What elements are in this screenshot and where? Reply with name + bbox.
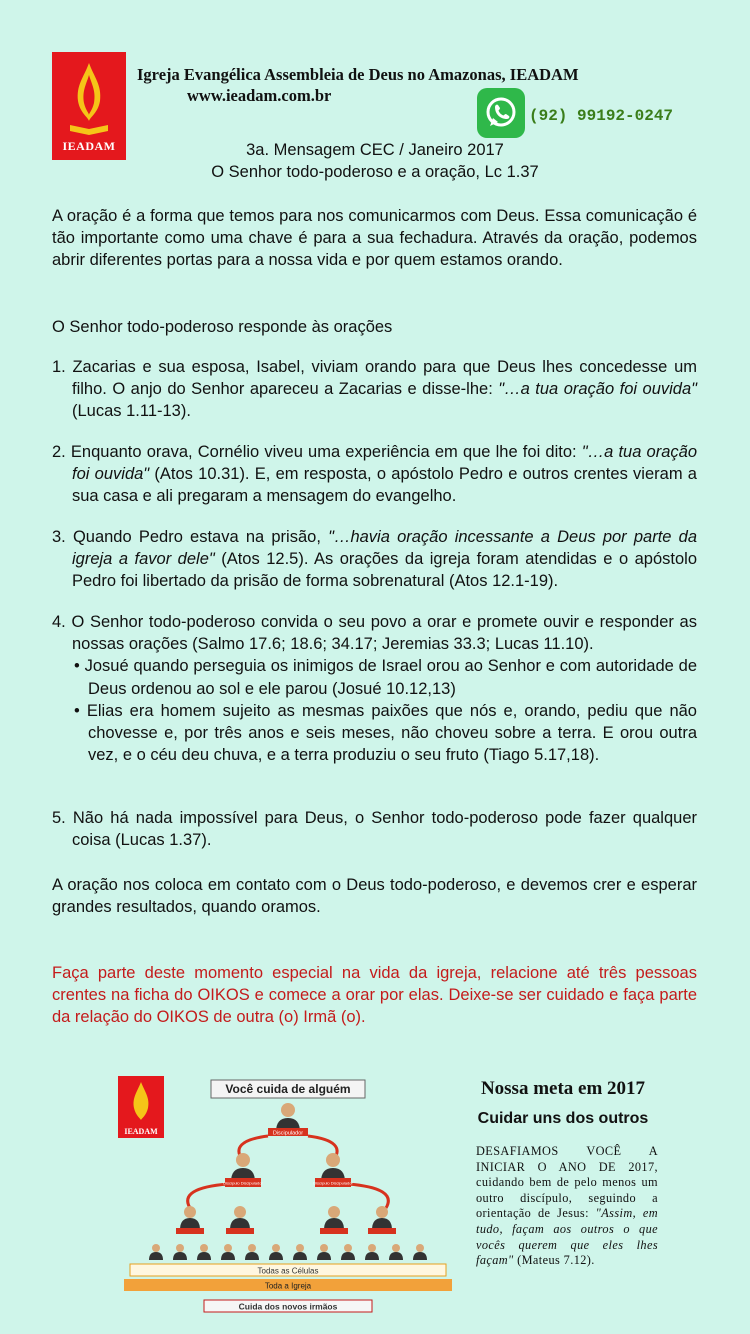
bar-all-cells-label: Todas as Células [257, 1266, 319, 1276]
list-item-3 [52, 526, 697, 593]
label-level2-left: Discípulo Discipulador [223, 1180, 263, 1186]
bar-whole-church-label: Toda a Igreja [264, 1281, 312, 1291]
item-3-ref: (Atos 12.5). As orações da igreja foram atendidas e o apóstolo Pedro foi libertado da prisão de forma sobrenatural (Atos 12.1-19). [72, 550, 697, 591]
flame-bible-icon [62, 59, 116, 139]
section-heading-text: O Senhor todo-poderoso responde às orações [52, 318, 393, 336]
intro-text: A oração é a forma que temos para nos comunicarmos com Deus. Essa comunicação é tão importante como uma chave é para a sua fechadura. Através da oração, podemos abrir diferentes portas para a nossa vida e por quem estamos orando. [52, 207, 697, 270]
goal-text [476, 1144, 658, 1269]
phone-number[interactable]: (92) 99192-0247 [529, 107, 674, 125]
goal-title: Nossa meta em 2017 [480, 1078, 646, 1099]
person-level2-left [223, 1153, 263, 1187]
diagram-logo-text: IEADAM [124, 1127, 158, 1136]
conclusion-paragraph [52, 874, 697, 918]
label-discipulador: Discipulador [272, 1130, 304, 1137]
item-4-text: 4. O Senhor todo-poderoso convida o seu povo a orar e promete ouvir e responder as nossas orações (Salmo 17.6; 18.6; 34.17; Jeremias 33.3; Lucas 11.10). [52, 613, 697, 654]
intro-paragraph [52, 205, 697, 272]
item-2-text: 2. Enquanto orava, Cornélio viveu uma experiência em que lhe foi dito: [52, 443, 582, 461]
logo-text: IEADAM [62, 139, 116, 153]
goal-subtitle: Cuidar uns dos outros [477, 1110, 649, 1127]
call-to-action [52, 962, 697, 1029]
item-1-quote: "…a tua oração foi ouvida" [498, 380, 698, 399]
bullet-joshua: • Josué quando perseguia os inimigos de Israel orou ao Senhor e com autoridade de Deus ordenou ao sol e ele parou (Josué 10.12,13) [74, 657, 697, 698]
item-2-ref: (Atos 10.31). E, em resposta, o apóstolo Pedro e outros crentes vieram a sua casa e ali pregaram a mensagem do evangelho. [72, 465, 697, 506]
person-discipulador [268, 1103, 308, 1137]
level3-people [176, 1206, 396, 1234]
goal-ref: (Mateus 7.12). [513, 1253, 595, 1268]
goal-quote: "Assim, em tudo, façam aos outros o que vocês querem que eles lhes façam" [476, 1206, 658, 1268]
item-1-text: 1. Zacarias e sua esposa, Isabel, viviam orando para que Deus lhes concedesse um filho. O anjo do Senhor apareceu a Zacarias e disse-lhe: [52, 358, 697, 399]
item-1-ref: (Lucas 1.11-13). [72, 402, 191, 421]
website-link[interactable]: www.ieadam.com.br [187, 86, 332, 105]
diagram-title: Você cuida de alguém [225, 1082, 351, 1096]
whatsapp-icon[interactable] [477, 88, 525, 138]
call-to-action-text: Faça parte deste momento especial na vida da igreja, relacione até três pessoas crentes na ficha do OIKOS e comece a orar por elas. Deixe-se ser cuidado e faça parte da relação do OIKOS de outra (o) Irmã (o). [52, 964, 697, 1027]
list-item-4 [52, 611, 697, 766]
person-level2-right [313, 1153, 353, 1187]
label-level2-right: Discípulo Discipulador [313, 1180, 353, 1186]
conclusion-text: A oração nos coloca em contato com o Deus todo-poderoso, e devemos crer e esperar grandes resultados, quando oramos. [52, 876, 697, 917]
diagram-graphic [118, 1076, 458, 1316]
bullet-elias: • Elias era homem sujeito as mesmas paixões que nós e, orando, pediu que não chovesse e, por três anos e seis meses, não choveu sobre a terra. E orou outra vez, e o céu deu chuva, e a terra produziu o seu fruto (Tiago 5.17,18). [74, 701, 697, 765]
section-heading [52, 316, 697, 338]
arrow-right-2 [348, 1184, 388, 1208]
item-3-text: 3. Quando Pedro estava na prisão, [52, 528, 329, 546]
arrow-left-2 [188, 1184, 228, 1208]
item-2-quote: "…a tua oração foi ouvida" [72, 443, 697, 484]
level4-people [149, 1244, 427, 1260]
list-item-5 [52, 807, 697, 851]
list-item-2 [52, 441, 697, 508]
message-title: 3a. Mensagem CEC / Janeiro 2017 [246, 141, 504, 159]
goal-text-body: DESAFIAMOS VOCÊ A INICIAR O ANO DE 2017, cuidando bem de pelo menos um outro discípulo, seguindo a orientação de Jesus: [476, 1144, 658, 1221]
message-subtitle: O Senhor todo-poderoso e a oração, Lc 1.37 [211, 163, 539, 181]
care-diagram [118, 1076, 458, 1316]
item-3-quote: "…havia oração incessante a Deus por parte da igreja a favor dele" [72, 528, 697, 569]
list-item-1 [52, 356, 697, 423]
bar-new-members-label: Cuida dos novos irmãos [238, 1301, 338, 1312]
organization-name: Igreja Evangélica Assembleia de Deus no Amazonas, IEADAM [137, 65, 579, 84]
item-5-text: 5. Não há nada impossível para Deus, o Senhor todo-poderoso pode fazer qualquer coisa (Lucas 1.37). [52, 809, 697, 850]
